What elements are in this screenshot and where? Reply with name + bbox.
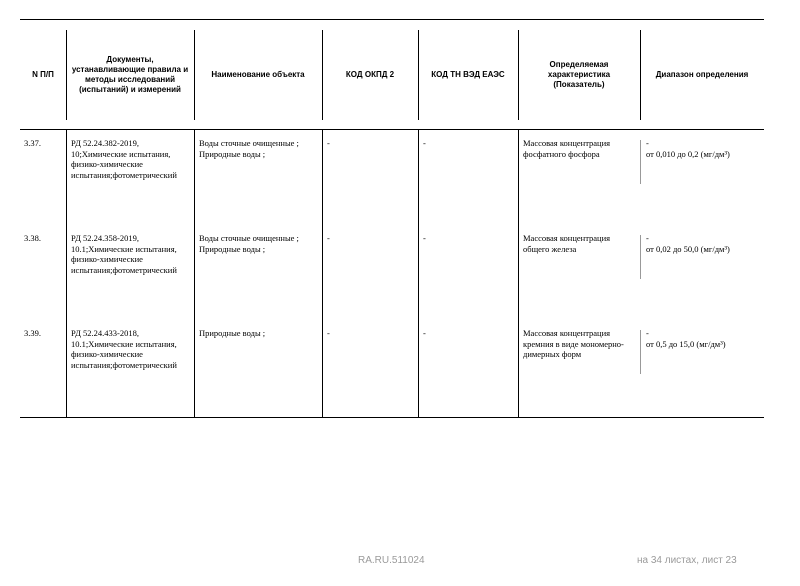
header-separator (322, 30, 323, 120)
column-separator (418, 130, 419, 417)
header-separator (518, 30, 519, 120)
row-tnved: - (423, 138, 426, 148)
table-top-border (20, 19, 764, 20)
row-okpd: - (327, 138, 330, 148)
header-separator (418, 30, 419, 120)
row-object: Воды сточные очищенные ; Природные воды ; (199, 233, 299, 254)
range-marker (640, 330, 641, 374)
column-separator (322, 130, 323, 417)
row-okpd: - (327, 328, 330, 338)
row-object: Природные воды ; (199, 328, 266, 338)
header-n: N П/П (32, 70, 54, 79)
row-document: РД 52.24.382-2019, 10;Химические испытания, физико-химические испытания;фотометрический (71, 138, 177, 180)
row-range-dash: - (646, 233, 649, 243)
table-bottom-border (20, 417, 764, 418)
row-range-dash: - (646, 138, 649, 148)
row-range: от 0,02 до 50,0 (мг/дм³) (646, 244, 730, 254)
row-number: 3.38. (24, 233, 41, 243)
row-characteristic: Массовая концентрация кремния в виде мономерно- димерных форм (523, 328, 624, 359)
header-okpd: КОД ОКПД 2 (345, 70, 395, 79)
header-characteristic: Определяемая характеристика (Показатель) (547, 60, 611, 89)
range-marker (640, 140, 641, 184)
row-document: РД 52.24.358-2019, 10.1;Химические испытания, физико-химические испытания;фотометрический (71, 233, 177, 275)
header-object: Наименование объекта (211, 70, 305, 79)
row-range-dash: - (646, 328, 649, 338)
range-marker (640, 235, 641, 279)
header-documents: Документы, устанавливающие правила и методы исследований (испытаний) и измерений (71, 55, 189, 94)
header-separator (66, 30, 67, 120)
header-separator (640, 30, 641, 120)
column-separator (66, 130, 67, 417)
column-separator (518, 130, 519, 417)
row-object: Воды сточные очищенные ; Природные воды ; (199, 138, 299, 159)
row-range: от 0,5 до 15,0 (мг/дм³) (646, 339, 726, 349)
row-range: от 0,010 до 0,2 (мг/дм³) (646, 149, 730, 159)
footer-sheets: на 34 листах, лист 23 (637, 555, 737, 566)
row-tnved: - (423, 328, 426, 338)
row-number: 3.37. (24, 138, 41, 148)
row-tnved: - (423, 233, 426, 243)
header-range: Диапазон определения (655, 70, 749, 79)
row-document: РД 52.24.433-2018, 10.1;Химические испытания, физико-химические испытания;фотометрический (71, 328, 177, 370)
row-characteristic: Массовая концентрация общего железа (523, 233, 611, 254)
header-separator (194, 30, 195, 120)
row-number: 3.39. (24, 328, 41, 338)
column-separator (194, 130, 195, 417)
row-okpd: - (327, 233, 330, 243)
footer-reg-number: RA.RU.511024 (358, 555, 425, 566)
row-characteristic: Массовая концентрация фосфатного фосфора (523, 138, 611, 159)
header-bottom-border (20, 129, 764, 130)
header-tnved: КОД ТН ВЭД ЕАЭС (431, 70, 505, 79)
